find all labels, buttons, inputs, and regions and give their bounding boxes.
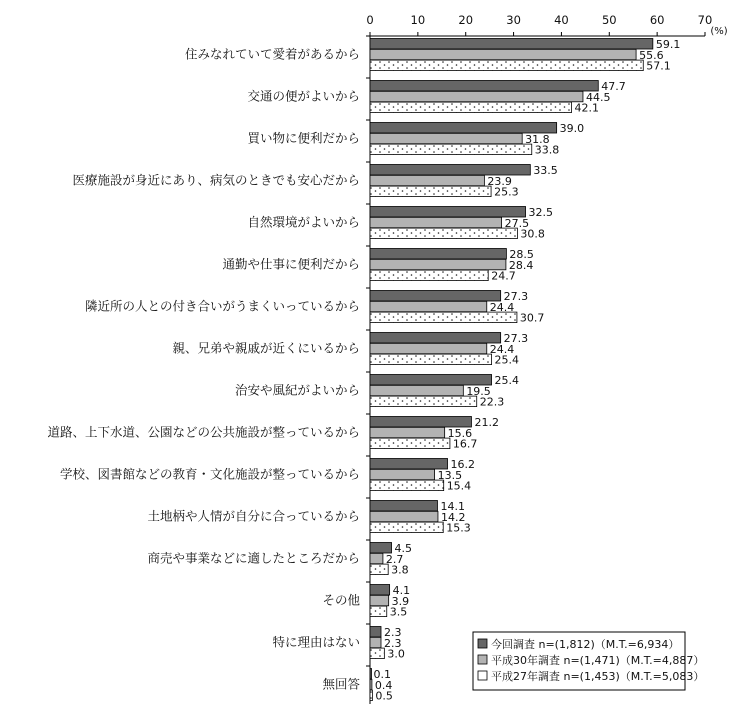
legend-swatch-3 (478, 671, 487, 680)
value-label: 44.5 (585, 90, 611, 104)
bar-2 (370, 49, 636, 60)
x-tick-label: 40 (554, 13, 569, 27)
bar-1 (370, 249, 506, 260)
value-label: 25.4 (494, 374, 520, 387)
x-tick-label: 10 (410, 13, 426, 27)
value-label: 59.1 (655, 38, 681, 51)
value-label: 2.3 (384, 626, 402, 639)
legend-swatch-2 (478, 655, 487, 664)
value-label: 27.5 (504, 216, 530, 230)
x-tick-label: 20 (458, 13, 474, 27)
value-label: 13.5 (437, 468, 463, 482)
category-label: 買い物に便利だから (247, 130, 360, 146)
value-label: 33.5 (533, 164, 558, 177)
bar-2 (370, 595, 389, 606)
bars-layer (370, 39, 653, 701)
category-label: その他 (322, 592, 360, 608)
bar-3 (370, 522, 443, 533)
value-label: 24.4 (489, 300, 515, 314)
bar-2 (370, 511, 438, 522)
bar-3 (370, 480, 444, 491)
bar-2 (370, 217, 502, 228)
value-label: 3.8 (391, 563, 409, 577)
value-label: 28.5 (509, 248, 534, 261)
bar-1 (370, 39, 653, 50)
value-label: 33.8 (534, 143, 560, 157)
value-label: 15.4 (446, 479, 472, 493)
x-tick-label: 0 (366, 13, 374, 27)
value-label: 22.3 (479, 395, 505, 409)
bar-3 (370, 690, 372, 701)
category-label: 治安や風紀がよいから (234, 382, 360, 398)
value-label: 31.8 (525, 132, 550, 146)
bar-1 (370, 375, 492, 386)
bar-1 (370, 459, 448, 470)
bar-2 (370, 637, 381, 648)
bar-2 (370, 469, 435, 480)
bar-1 (370, 543, 392, 554)
bar-3 (370, 354, 492, 365)
value-label: 16.7 (452, 437, 478, 451)
value-label: 14.1 (440, 500, 465, 513)
bar-3 (370, 396, 477, 407)
bar-3 (370, 186, 491, 197)
category-label: 特に理由はない (272, 634, 360, 650)
bar-2 (370, 91, 583, 102)
bar-1 (370, 291, 501, 302)
value-label: 25.3 (494, 185, 519, 199)
value-label: 0.5 (375, 689, 393, 703)
bar-3 (370, 102, 571, 113)
value-label: 55.6 (639, 48, 664, 62)
bar-3 (370, 60, 643, 71)
category-label: 医療施設が身近にあり、病気のときでも安心だから (72, 172, 360, 188)
bar-3 (370, 606, 387, 617)
bar-2 (370, 301, 487, 312)
value-label: 28.4 (508, 258, 534, 272)
legend-entry: 今回調査 n=(1,812)（M.T.=6,934） (491, 638, 680, 651)
bar-2 (370, 385, 463, 396)
value-label: 39.0 (559, 122, 585, 135)
bar-2 (370, 259, 506, 270)
category-label: 自然環境がよいから (247, 214, 360, 230)
bar-2 (370, 427, 445, 438)
value-label: 30.8 (520, 227, 545, 241)
legend-entry: 平成30年調査 n=(1,471)（M.T.=4,887） (491, 654, 705, 667)
legend-entry: 平成27年調査 n=(1,453)（M.T.=5,083） (491, 670, 705, 683)
x-tick-label: 30 (506, 13, 521, 27)
legend-swatch-1 (478, 639, 487, 648)
legend (473, 632, 704, 690)
value-label: 57.1 (646, 59, 671, 73)
category-label: 学校、図書館などの教育・文化施設が整っているから (59, 466, 360, 482)
bar-1 (370, 123, 557, 134)
category-label: 隣近所の人との付き合いがうまくいっているから (84, 298, 360, 314)
category-label: 親、兄弟や親戚が近くにいるから (172, 340, 360, 356)
bar-2 (370, 175, 484, 186)
bar-3 (370, 648, 384, 659)
value-label: 0.1 (373, 668, 391, 681)
value-label: 4.5 (394, 542, 413, 555)
bar-1 (370, 417, 471, 428)
bar-1 (370, 669, 372, 680)
value-label: 4.1 (392, 584, 411, 597)
value-label: 27.3 (503, 332, 529, 345)
value-label: 30.7 (519, 311, 545, 325)
value-label: 19.5 (466, 384, 491, 398)
value-label: 2.3 (384, 636, 402, 650)
bar-1 (370, 207, 526, 218)
value-label: 42.1 (574, 101, 599, 115)
bar-1 (370, 333, 501, 344)
bar-3 (370, 144, 532, 155)
category-label: 商売や事業などに適したところだから (147, 550, 360, 566)
labels-layer (47, 38, 680, 703)
value-label: 16.2 (450, 458, 476, 471)
bar-2 (370, 553, 383, 564)
bar-2 (370, 679, 372, 690)
value-label: 21.2 (474, 416, 499, 429)
unit-label: (%) (710, 26, 728, 37)
category-label: 土地柄や人情が自分に合っているから (147, 508, 360, 524)
value-label: 47.7 (601, 80, 626, 93)
category-label: 無回答 (322, 676, 360, 692)
bar-2 (370, 343, 487, 354)
bar-2 (370, 133, 522, 144)
value-label: 24.7 (491, 269, 516, 283)
bar-1 (370, 585, 390, 596)
x-tick-label: 70 (697, 13, 713, 27)
value-label: 23.9 (487, 174, 512, 188)
value-label: 15.3 (446, 521, 471, 535)
bar-1 (370, 81, 598, 92)
value-label: 25.4 (494, 353, 520, 367)
value-label: 27.3 (503, 290, 529, 303)
bar-1 (370, 627, 381, 638)
bar-1 (370, 501, 437, 512)
bar-1 (370, 165, 530, 176)
bar-3 (370, 228, 517, 239)
value-label: 24.4 (489, 342, 515, 356)
category-label: 道路、上下水道、公園などの公共施設が整っているから (47, 424, 360, 440)
bar-3 (370, 438, 450, 449)
value-label: 0.4 (374, 678, 393, 692)
category-label: 住みなれていて愛着があるから (184, 46, 360, 62)
category-label: 通勤や仕事に便利だから (222, 256, 360, 272)
value-label: 32.5 (528, 206, 554, 219)
value-label: 2.7 (385, 552, 404, 566)
value-label: 3.0 (387, 647, 405, 661)
x-tick-label: 60 (649, 13, 665, 27)
bar-3 (370, 270, 488, 281)
value-label: 3.5 (389, 605, 408, 619)
x-tick-label: 50 (601, 13, 617, 27)
category-label: 交通の便がよいから (247, 88, 360, 104)
value-label: 15.6 (447, 426, 473, 440)
value-label: 3.9 (391, 594, 410, 608)
value-label: 14.2 (440, 510, 466, 524)
